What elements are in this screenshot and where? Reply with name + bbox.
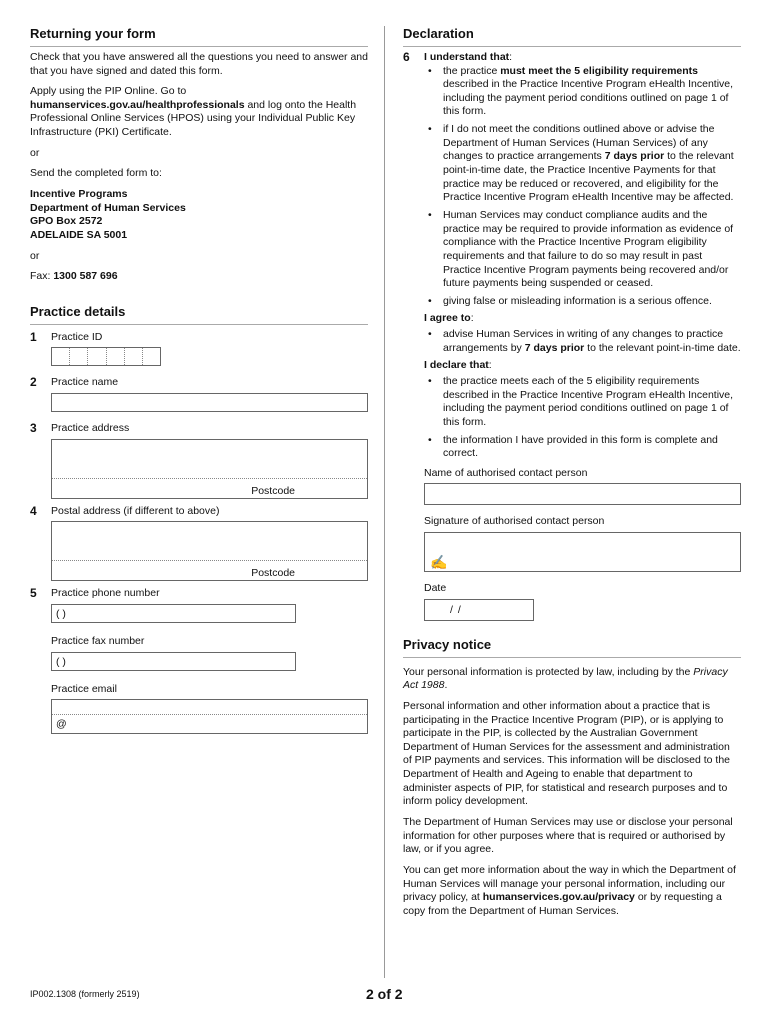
or-text: or (30, 146, 40, 159)
declare-list (403, 375, 741, 461)
practice-address-field[interactable] (51, 439, 368, 499)
understand-list (403, 65, 741, 309)
signature-field[interactable] (424, 532, 741, 572)
right-column (403, 26, 741, 926)
postal-address-field[interactable] (51, 521, 368, 581)
mailing-address: Incentive Programs Department of Human Services GPO Box 2572 ADELAIDE SA 5001 (30, 188, 186, 241)
question-2: 2 Practice name (30, 375, 119, 390)
list-item: • Human Services may conduct compliance audits and the practice may be required to provide information as evidence of compliance with the Practice Incentive Program eligibility requirements and that failure to do so may result in past Practice Incentive Program payments being recovered and/or future payments being suspended or ceased. (403, 209, 741, 291)
question-6: 6 I understand that: (403, 49, 513, 64)
practice-section (30, 304, 368, 734)
postcode-label: Postcode (251, 567, 295, 580)
privacy-p4: You can get more information about the way in which the Department of Human Services will manage your personal information, including our privacy policy, at humanservices.gov.au/privacy or by requesting a copy from the Department of Human Services. (403, 863, 736, 917)
agree-list (403, 328, 741, 355)
form-code: IP002.1308 (formerly 2519) (30, 989, 140, 999)
list-item: • giving false or misleading information is a serious offence. (403, 295, 741, 309)
practice-heading: Practice details (30, 304, 368, 325)
fax-question: Practice fax number (51, 634, 145, 647)
returning-heading: Returning your form (30, 26, 368, 47)
declare-heading: I declare that: (424, 359, 492, 372)
contact-name-field[interactable] (424, 483, 741, 505)
contact-name-label: Name of authorised contact person (424, 466, 588, 479)
question-5: 5 Practice phone number (30, 586, 160, 601)
practice-email-field[interactable]: @ (51, 699, 368, 734)
question-4: 4 Postal address (if different to above) (30, 503, 220, 518)
practice-name-field[interactable] (51, 393, 368, 412)
declaration-section (403, 26, 741, 621)
privacy-p3: The Department of Human Services may use or disclose your personal information for other purposes where that is required or authorised by law, or if you agree. (403, 816, 733, 856)
privacy-heading: Privacy notice (403, 637, 741, 658)
list-item: • if I do not meet the conditions outlined above or advise the Department of Human Services (Human Services) of any changes to practice arrangements 7 days prior to the relevant point-in-time date, the Practice Incentive Payments for that practice may be reduced or recovered, and eligibility for the Practice Incentive Program eHealth Incentive may be affected. (403, 123, 741, 205)
date-label: Date (424, 582, 447, 595)
question-1: 1 Practice ID (30, 329, 103, 344)
postcode-label: Postcode (251, 484, 295, 497)
column-divider (384, 26, 385, 978)
privacy-link[interactable]: humanservices.gov.au/privacy (482, 891, 635, 904)
send-text: Send the completed form to: (30, 167, 162, 180)
list-item: • the information I have provided in this form is complete and correct. (403, 434, 741, 461)
left-column (30, 26, 368, 734)
hpos-link[interactable]: humanservices.gov.au/healthprofessionals (30, 98, 245, 111)
list-item: • the practice must meet the 5 eligibility requirements described in the Practice Incentive Program eHealth Incentive, including the payment period conditions outlined on page 1 of this form. (403, 65, 741, 120)
fax-line: Fax: 1300 587 696 (30, 270, 118, 283)
page-number: 2 of 2 (366, 986, 403, 1002)
or-text: or (30, 249, 40, 262)
privacy-p1: Your personal information is protected by law, including by the Privacy Act 1988. (403, 665, 728, 692)
question-3: 3 Practice address (30, 421, 130, 436)
practice-id-field[interactable] (51, 347, 161, 366)
privacy-section (403, 637, 741, 919)
returning-p1: Check that you have answered all the questions you need to answer and that you have signed and dated this form. (30, 50, 368, 77)
date-field[interactable]: / / (424, 599, 534, 621)
agree-heading: I agree to: (424, 312, 474, 325)
returning-p2: Apply using the PIP Online. Go to humanservices.gov.au/healthprofessionals and log onto the Health Professional Online Services (HPOS) using your Individual Public Key Infrastructure (PKI) Certificate. (30, 85, 357, 139)
list-item: • the practice meets each of the 5 eligibility requirements described in the Practice Incentive Program eHealth Incentive, including the payment period conditions outlined on page 1 of this form. (403, 375, 741, 430)
practice-fax-field[interactable]: ( ) (51, 652, 296, 671)
privacy-p2: Personal information and other information about a practice that is participating in the Practice Incentive Program (PIP), or is applying to participate in the PIP, is collected by the Australian Government Department of Human Services for the assessment and administration of PIP payments and services. This information will be disclosed to the Department of Health and Ageing to enable that department to administer aspects of PIP, for statistical and research purposes and to inform policy development. (403, 699, 731, 808)
declaration-heading: Declaration (403, 26, 741, 47)
signature-label: Signature of authorised contact person (424, 515, 605, 528)
list-item: • advise Human Services in writing of any changes to practice arrangements by 7 days prior to the relevant point-in-time date. (403, 328, 741, 355)
returning-section (30, 26, 368, 284)
pen-icon: ✍ (430, 554, 448, 571)
practice-phone-field[interactable]: ( ) (51, 604, 296, 623)
email-question: Practice email (51, 682, 117, 695)
